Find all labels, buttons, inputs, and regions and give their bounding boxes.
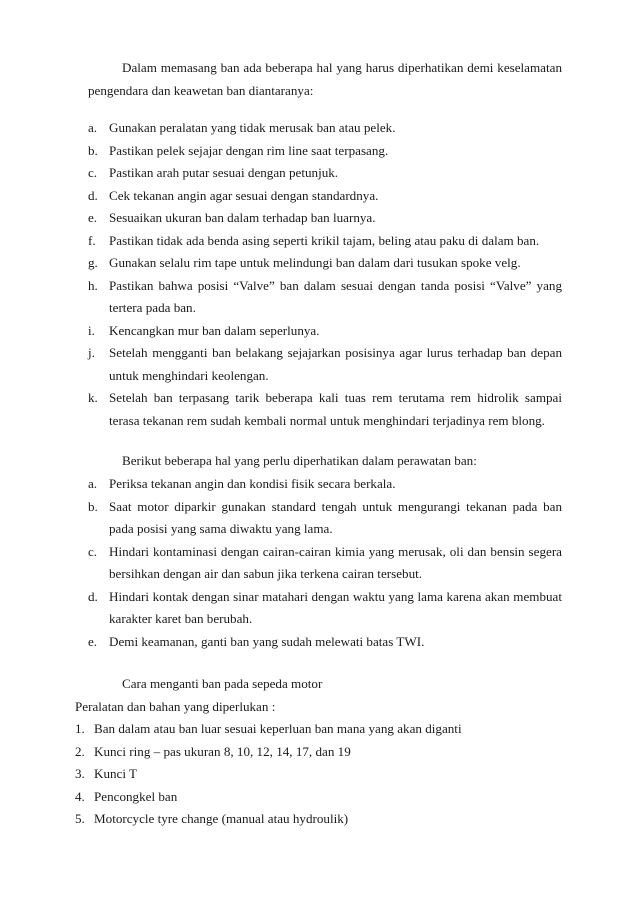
list-item: f. Pastikan tidak ada benda asing seperti krikil tajam, beling atau paku di dalam ban. — [88, 232, 540, 248]
list-item: 4. Pencongkel ban — [75, 788, 178, 804]
list-item: j. Setelah mengganti ban belakang sejajarkan posisinya agar lurus terhadap ban depan untuk menghindari keolengan. — [88, 345, 562, 383]
list-item: 2. Kunci ring – pas ukuran 8, 10, 12, 14, 17, dan 19 — [75, 743, 351, 759]
section2-list — [88, 473, 562, 653]
list-item: d. Cek tekanan angin agar sesuai dengan standardnya. — [88, 187, 379, 203]
list-item: b. Pastikan pelek sejajar dengan rim line saat terpasang. — [88, 142, 389, 158]
list-item: e. Sesuaikan ukuran ban dalam terhadap ban luarnya. — [88, 210, 376, 225]
list-item: k. Setelah ban terpasang tarik beberapa kali tuas rem terutama rem hidrolik sampai terasa tekanan rem sudah kembali normal untuk menghindari terjadinya rem blong. — [88, 390, 562, 428]
list-item: c. Pastikan arah putar sesuai dengan petunjuk. — [88, 165, 339, 180]
list-item: 5. Motorcycle tyre change (manual atau hydroulik) — [75, 811, 349, 826]
section3-list — [75, 718, 562, 831]
section1-list — [88, 117, 562, 432]
section3-subheading: Peralatan dan bahan yang diperlukan : — [75, 699, 276, 714]
list-item: i. Kencangkan mur ban dalam seperlunya. — [88, 322, 320, 338]
list-item: d. Hindari kontak dengan sinar matahari dengan waktu yang lama karena akan membuat karakter karet ban berubah. — [88, 588, 562, 626]
section3-heading: Cara menganti ban pada sepeda motor — [122, 676, 323, 691]
list-item: g. Gunakan selalu rim tape untuk melindungi ban dalam dari tusukan spoke velg. — [88, 255, 521, 270]
list-item: e. Demi keamanan, ganti ban yang sudah melewati batas TWI. — [88, 633, 425, 649]
list-item: 3. Kunci T — [75, 766, 138, 781]
list-item: c. Hindari kontaminasi dengan cairan-cairan kimia yang merusak, oli dan bensin segera bersihkan dengan air dan sabun jika terkena cairan tersebut. — [88, 543, 562, 581]
section1-intro: Dalam memasang ban ada beberapa hal yang harus diperhatikan demi keselamatan pengendara dan keawetan ban diantaranya: — [88, 60, 562, 98]
list-item: b. Saat motor diparkir gunakan standard tengah untuk mengurangi tekanan pada ban pada posisi yang sama diwaktu yang lama. — [88, 498, 562, 536]
section2-intro: Berikut beberapa hal yang perlu diperhatikan dalam perawatan ban: — [122, 453, 477, 468]
list-item: 1. Ban dalam atau ban luar sesuai keperluan ban mana yang akan diganti — [75, 721, 462, 736]
list-item: a. Gunakan peralatan yang tidak merusak ban atau pelek. — [88, 120, 396, 135]
list-item: h. Pastikan bahwa posisi “Valve” ban dalam sesuai dengan tanda posisi “Valve” yang tertera pada ban. — [88, 277, 562, 315]
list-item: a. Periksa tekanan angin dan kondisi fisik secara berkala. — [88, 476, 396, 491]
